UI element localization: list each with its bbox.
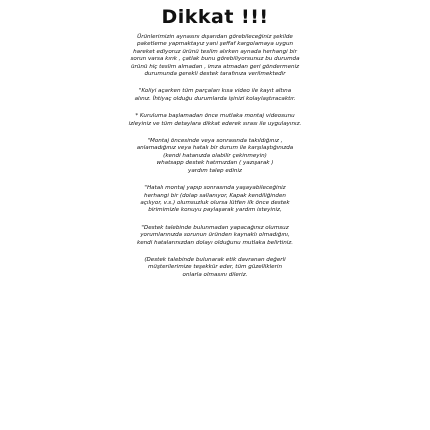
text-line: * Kuruluma başlamadan önce mutlaka montaj videosunu	[135, 113, 295, 120]
page-title: Dikkat !!!	[161, 6, 269, 28]
text-line: herhangi bir (dolap sallanıyor, Kapak kendiliğinden	[144, 192, 286, 199]
text-line: paketleme yapmaktayız yani şeffaf kargolamaya uygun	[136, 41, 294, 48]
text-line: "Montaj öncesinde veya sonrasında takıldığınız ,	[147, 138, 283, 145]
text-line: anlamadığınız veya hatalı bir durum ile karşılaştığınızda	[136, 145, 294, 152]
text-line: whatsapp destek hatımızdan ( yazışarak )	[156, 160, 274, 167]
text-line: yardım talep ediniz	[188, 167, 242, 174]
text-line: "Koliyi açarken tüm parçaları kısa video ile kayıt altına	[138, 88, 292, 95]
text-line: (Destek talebinde bulunarak etik davranan değerli	[144, 256, 286, 263]
text-line: izleyiniz ve tüm detaylara dikkat ederek sırası ile uygulayınız.	[128, 120, 302, 127]
text-line: durumunda gerekli destek tarafınıza verilmektedir	[144, 71, 286, 78]
text-line: alınız. İhtiyaç olduğu durumlarda işinizi kolaylaştıracaktır.	[134, 95, 296, 102]
paragraph-reviews	[70, 225, 360, 247]
text-line: sorun varsa kırık , çatlak bunu görebiliyorsunuz bu durumda	[130, 56, 300, 63]
paragraph-thanks	[70, 257, 360, 279]
text-line: yorumlarınızda sorunun üründen kaynaklı olmadığını,	[140, 232, 290, 239]
text-line: müşterilerimize teşekkür eder, tüm güzelliklerin	[147, 264, 282, 271]
text-line: birimimizle konuyu paylaşarak yardım isteyiniz,	[148, 207, 282, 214]
paragraph-packaging	[70, 34, 360, 78]
paragraph-video-record	[70, 88, 360, 103]
paragraph-support-request	[70, 138, 360, 175]
paragraph-assembly-video	[70, 113, 360, 128]
paragraph-faulty-assembly	[70, 185, 360, 215]
text-line: Ürünlerimizin aynasını dışarıdan görebileceğiniz şekilde	[137, 34, 293, 40]
text-line: "Hatalı montaj yapıp sonrasında yaşayabileceğiniz	[144, 185, 286, 192]
text-line: "Destek talebinde bulunmadan yapacağınız olumsuz	[141, 224, 289, 231]
text-line: (kendi hatanızda olabilir çekinmeyin)	[163, 152, 267, 159]
text-line: kendi hatalarınızdan dolayı olduğunu mutlaka belirtiniz.	[136, 239, 294, 246]
text-line: hareket ediyoruz ürünü teslim alırken aynada herhangi bir	[133, 48, 297, 55]
text-line: açılıyor, v.s.) olumsuzluk olursa lütfen ilk önce destek	[140, 199, 290, 206]
text-line: onlarla olmasını dileriz.	[182, 271, 248, 278]
text-line: ürünü hiç teslim almadan , imza atmadan geri göndermeniz	[130, 63, 300, 70]
